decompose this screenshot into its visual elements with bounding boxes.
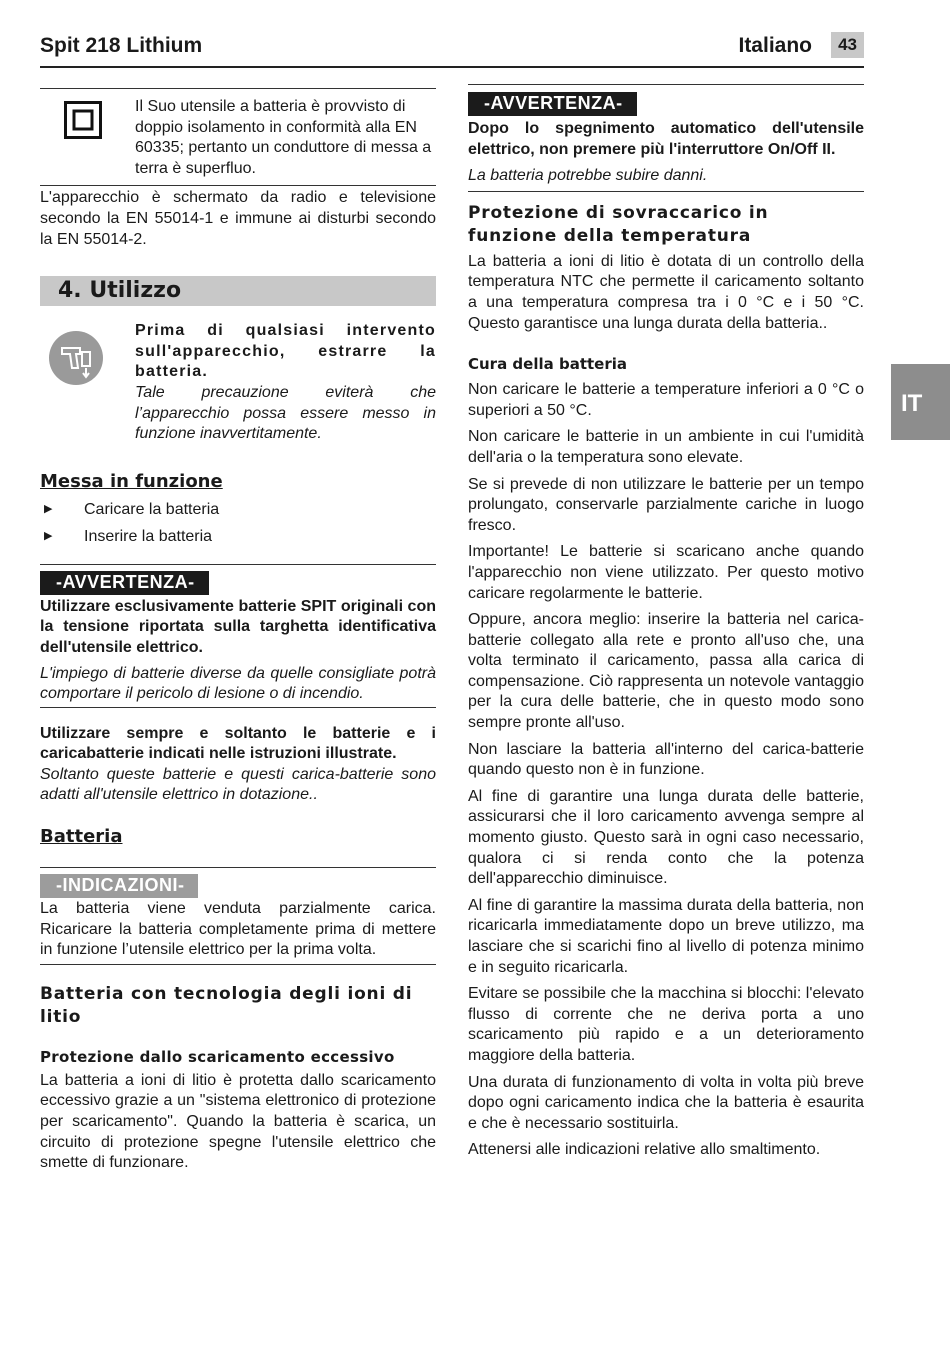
battery-heading: Batteria xyxy=(40,826,123,848)
language-side-tab: IT xyxy=(891,364,950,440)
list-item: ▶ Caricare la batteria xyxy=(40,496,436,523)
warning-explanation: La batteria potrebbe subire danni. xyxy=(468,167,708,185)
warning-text: Utilizzare sempre e soltanto le batterie e i caricabatterie indicati nelle istruzioni illustrate. xyxy=(40,724,436,763)
language-label: Italiano xyxy=(738,34,812,57)
warning-badge: -AVVERTENZA- xyxy=(468,92,637,116)
warning-text: Utilizzare esclusivamente batterie SPIT originali con la tensione riportata sulla targhetta identificativa dell'utensile elettrico. xyxy=(40,597,436,656)
indications-badge: -INDICAZIONI- xyxy=(40,874,198,898)
page-number: 43 xyxy=(831,32,864,58)
care-paragraph: Non caricare le batterie a temperature inferiori a 0 °C o superiori a 50 °C. xyxy=(468,381,864,419)
page-header xyxy=(40,30,864,68)
warning-badge: -AVVERTENZA- xyxy=(40,571,209,595)
list-item: ▶ Inserire la batteria xyxy=(40,523,436,550)
care-paragraph: Al fine di garantire la massima durata della batteria, non ricaricarla immediatamente dopo un breve utilizzo, ma lasciare che si scarichi fino al livello di potenza minimo e in seguito ricaricarla. xyxy=(468,896,864,976)
emc-text: L'apparecchio è schermato da radio e televisione secondo la EN 55014-1 e immune ai disturbi secondo la EN 55014-2. xyxy=(40,189,436,248)
divider xyxy=(40,867,436,868)
divider xyxy=(40,707,436,708)
divider xyxy=(40,185,436,186)
divider xyxy=(468,191,864,192)
document-title: Spit 218 Lithium xyxy=(40,34,203,57)
warning-explanation: Soltanto queste batterie e questi carica-batterie sono adatti all'utensile elettrico in dotazione.. xyxy=(40,765,436,804)
discharge-text: La batteria a ioni di litio è protetta dallo scaricamento eccessivo grazie a un "sistema elettronico di protezione per scaricamento". Quando la batteria è scarica, un circuito di protezione spegne l'utensile elettrico che smette di funzionare. xyxy=(40,1071,436,1172)
bullet-arrow-icon: ▶ xyxy=(44,529,53,542)
divider xyxy=(40,564,436,565)
care-paragraph: Non lasciare la batteria all'interno del carica-batterie quando questo non è in funzione. xyxy=(468,740,864,779)
bullet-arrow-icon: ▶ xyxy=(44,502,53,515)
warning-explanation: L'impiego di batterie diverse da quelle consigliate potrà comportare il pericolo di lesione o di incendio. xyxy=(40,664,436,703)
care-paragraph: Se si prevede di non utilizzare le batterie per un tempo prolungato, conservarle parzialmente cariche in luogo fresco. xyxy=(468,475,864,534)
discharge-heading: Protezione dallo scaricamento eccessivo xyxy=(40,1047,395,1066)
care-paragraph: Al fine di garantire una lunga durata delle batterie, assicurarsi che il loro caricamento avvenga sempre al momento giusto. Questo sarà in ogni caso necessario, qualora ci si renda conto che la potenza dell'apparecchio diminuisce. xyxy=(468,787,864,888)
care-paragraph: Importante! Le batterie si scaricano anche quando l'apparecchio non viene utilizzato. Per questo motivo caricare regolarmente le batterie. xyxy=(468,543,864,602)
safety-instruction: Prima di qualsiasi intervento sull'apparecchio, estrarre la batteria. xyxy=(135,322,436,381)
safety-explanation: Tale precauzione eviterà che l’apparecchio possa essere messo in funzione inavvertitamente. xyxy=(135,383,436,443)
care-heading: Cura della batteria xyxy=(468,355,628,374)
divider xyxy=(40,964,436,965)
indications-text: La batteria viene venduta parzialmente carica. Ricaricare la batteria completamente prima di mettere in funzione l’utensile elettrico per la prima volta. xyxy=(40,900,436,959)
care-paragraph: Una durata di funzionamento di volta in volta più breve dopo ogni caricamento indica che la batteria è esaurita e che è necessario sostituirla. xyxy=(468,1073,864,1132)
overload-heading: Protezione di sovraccarico in funzione della temperatura xyxy=(468,202,769,246)
right-column xyxy=(468,84,864,1167)
divider xyxy=(468,84,864,85)
warning-text: Dopo lo spegnimento automatico dell'utensile elettrico, non premere più l'interruttore On/Off II. xyxy=(468,120,864,158)
care-paragraph: Evitare se possibile che la macchina si blocchi: l'elevato flusso di corrente che ne deriva porta a uno scaricamento più rapido e a un deterioramento maggiore della batteria. xyxy=(468,985,864,1064)
left-column xyxy=(40,88,436,1174)
insulation-text: Il Suo utensile a batteria è provvisto di doppio isolamento in conformità alla EN 60335; pertanto un conduttore di messa a terra è superfluo. xyxy=(135,98,432,177)
startup-heading: Messa in funzione xyxy=(40,470,223,492)
double-insulation-note xyxy=(40,88,436,185)
care-paragraph: Oppure, ancora meglio: inserire la batteria nel carica-batterie collegato alla rete e pronto all'uso che, una volta terminato il caricamento, passa alla carica di compensazione. Ciò rappresenta un notevole vantaggio per la cura delle batterie, che in questo modo sono sempre pronte all'uso. xyxy=(468,611,864,732)
startup-steps xyxy=(40,496,436,550)
remove-battery-icon xyxy=(48,330,104,386)
double-insulation-icon xyxy=(64,101,102,139)
liion-heading: Batteria con tecnologia degli ioni di litio xyxy=(40,983,413,1027)
section-heading-band xyxy=(40,276,436,306)
section-title: 4. Utilizzo xyxy=(58,278,182,304)
remove-battery-notice xyxy=(40,306,436,455)
care-paragraph: Attenersi alle indicazioni relative allo smaltimento. xyxy=(468,1141,821,1159)
overload-text: La batteria a ioni di litio è dotata di un controllo della temperatura NTC che permette il caricamento soltanto a una temperatura compresa tra i 0 °C e i 50 °C. Questo garantisce una lunga durata della batteria.. xyxy=(468,252,864,332)
care-paragraph: Non caricare le batterie in un ambiente in cui l'umidità dell'aria o la temperatura sono elevate. xyxy=(468,428,864,466)
